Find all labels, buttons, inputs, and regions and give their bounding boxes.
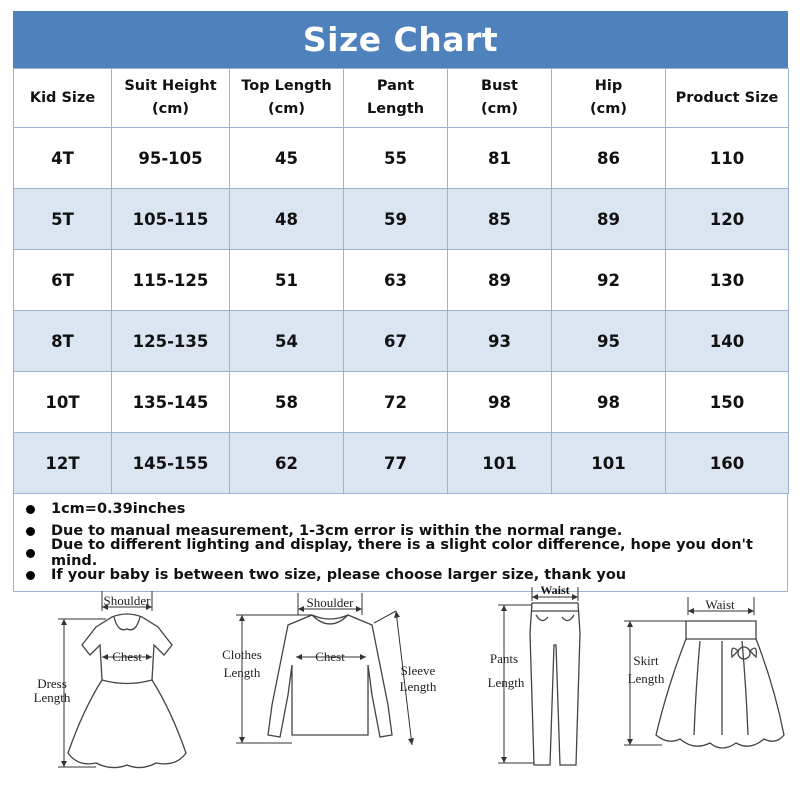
table-cell-bust: 81 [448,128,552,189]
dress-chest-label: Chest [112,649,142,664]
table-cell-hip: 101 [552,433,666,494]
top-diagram [212,585,452,795]
bullet-icon [26,505,35,514]
column-header-line: Hip [594,78,623,94]
table-row [14,189,789,250]
table-cell-kid-size: 4T [14,128,112,189]
table-row [14,128,789,189]
table-cell-suit-height: 135-145 [112,372,230,433]
column-header-line: (cm) [481,101,518,117]
dress-length-label-1: Dress [37,676,67,691]
column-header-line: (cm) [268,101,305,117]
column-header-line: Pant [376,78,415,94]
table-cell-pant-length: 59 [344,189,448,250]
table-cell-pant-length: 55 [344,128,448,189]
bullet-icon [26,527,35,536]
column-header-hip [552,69,666,128]
table-cell-hip: 86 [552,128,666,189]
note-text: If your baby is between two size, please choose larger size, thank you [51,567,627,583]
skirt-length-label-2: Length [627,671,665,686]
table-cell-top-length: 51 [230,250,344,311]
table-cell-top-length: 45 [230,128,344,189]
skirt-length-label-1: Skirt [633,653,659,668]
table-cell-product-size: 160 [666,433,789,494]
table-header-row [14,69,789,128]
note-item [14,537,787,569]
table-cell-suit-height: 125-135 [112,311,230,372]
table-cell-product-size: 150 [666,372,789,433]
column-header-line: Top Length [241,78,332,94]
column-header-kid-size [14,69,112,128]
note-text: 1cm=0.39inches [51,501,186,517]
table-row [14,372,789,433]
table-cell-kid-size: 6T [14,250,112,311]
note-item [14,498,787,520]
table-cell-top-length: 54 [230,311,344,372]
dress-diagram [26,585,196,795]
bullet-icon [26,571,35,580]
dress-shoulder-label: Shoulder [103,593,151,608]
note-text: Due to manual measurement, 1-3cm error is within the normal range. [51,523,623,539]
column-header-top-length [230,69,344,128]
table-cell-kid-size: 10T [14,372,112,433]
column-header-line: Kid Size [29,89,96,106]
dress-length-label-2: Length [33,690,71,705]
table-cell-suit-height: 95-105 [112,128,230,189]
table-cell-product-size: 110 [666,128,789,189]
measurement-diagrams [0,585,800,800]
table-cell-hip: 98 [552,372,666,433]
notes-list [13,494,788,592]
note-text: Due to different lighting and display, there is a slight color difference, hope you don't mind. [51,537,753,569]
table-cell-product-size: 120 [666,189,789,250]
size-table [13,68,789,494]
size-chart [13,11,788,592]
table-cell-suit-height: 145-155 [112,433,230,494]
table-cell-bust: 85 [448,189,552,250]
table-cell-hip: 92 [552,250,666,311]
pants-waist-label: Waist [540,585,570,597]
table-cell-top-length: 58 [230,372,344,433]
table-cell-bust: 101 [448,433,552,494]
table-cell-hip: 95 [552,311,666,372]
table-cell-kid-size: 5T [14,189,112,250]
table-cell-bust: 98 [448,372,552,433]
column-header-line: Suit Height [124,78,217,94]
table-cell-pant-length: 72 [344,372,448,433]
column-header-line: (cm) [590,101,627,117]
table-cell-bust: 89 [448,250,552,311]
skirt-waist-label: Waist [705,597,735,612]
pants-length-label-2: Length [487,675,525,690]
top-clothes-length-label-1: Clothes [222,647,262,662]
table-row [14,250,789,311]
top-chest-label: Chest [315,649,345,664]
table-cell-product-size: 140 [666,311,789,372]
table-cell-pant-length: 67 [344,311,448,372]
table-cell-top-length: 62 [230,433,344,494]
table-row [14,311,789,372]
column-header-line: Length [366,101,425,117]
column-header-line: Bust [481,78,518,94]
table-cell-hip: 89 [552,189,666,250]
column-header-pant-length [344,69,448,128]
table-cell-pant-length: 63 [344,250,448,311]
table-cell-bust: 93 [448,311,552,372]
skirt-diagram [618,585,798,795]
column-header-suit-height [112,69,230,128]
table-cell-suit-height: 115-125 [112,250,230,311]
table-row [14,433,789,494]
top-clothes-length-label-2: Length [223,665,261,680]
table-cell-kid-size: 8T [14,311,112,372]
table-cell-product-size: 130 [666,250,789,311]
column-header-line: (cm) [152,101,189,117]
bullet-icon [26,549,35,558]
pants-diagram [482,585,592,795]
top-shoulder-label: Shoulder [306,595,354,610]
column-header-product-size [666,69,789,128]
table-cell-top-length: 48 [230,189,344,250]
table-cell-suit-height: 105-115 [112,189,230,250]
column-header-bust [448,69,552,128]
top-sleeve-length-label-1: Sleeve [400,663,436,678]
table-cell-pant-length: 77 [344,433,448,494]
table-cell-kid-size: 12T [14,433,112,494]
column-header-line: Product Size [675,89,779,106]
top-sleeve-length-label-2: Length [399,679,437,694]
pants-length-label-1: Pants [489,651,519,666]
chart-title: Size Chart [13,11,788,68]
